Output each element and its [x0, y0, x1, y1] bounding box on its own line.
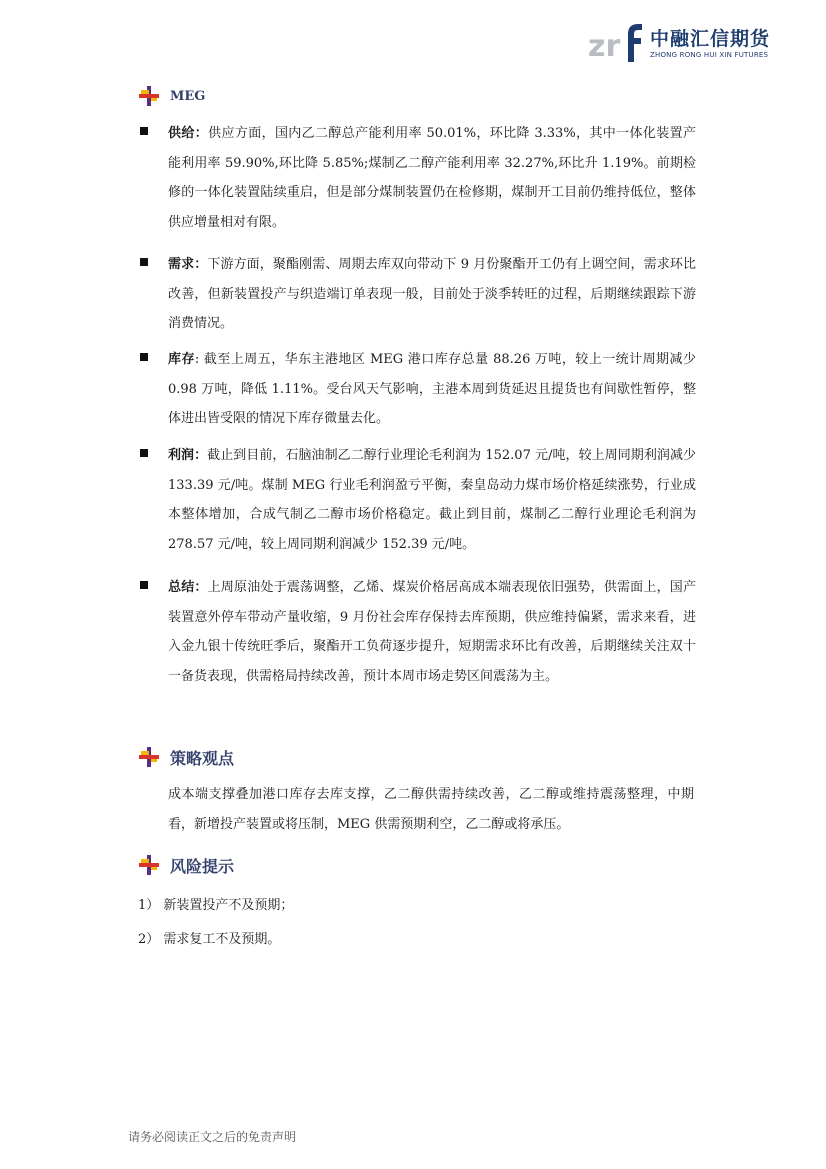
section-title: 风险提示	[170, 856, 235, 876]
risk-item: 2） 需求复工不及预期。	[138, 932, 281, 947]
section-title: MEG	[170, 88, 206, 104]
bullet-label: 需求：	[168, 257, 208, 272]
bullet-body: : 截至上周五，华东主港地区 MEG 港口库存总量 88.26 万吨，较上一统计周期减少 0.98 万吨，降低 1.11%。受台风天气影响，主港本周到货延迟且提货也有间歇性暂停，整体进出皆受限的情况下库存微量去化。	[168, 352, 696, 426]
bullet-demand	[140, 250, 696, 339]
section-heading-strategy	[138, 744, 234, 770]
company-logo	[588, 20, 788, 64]
risk-item: 1） 新装置投产不及预期；	[138, 898, 294, 913]
square-bullet-icon	[140, 353, 148, 361]
logo-chinese-name: 中融汇信期货	[650, 28, 771, 50]
svg-text:zr: zr	[588, 29, 621, 64]
bullet-supply	[140, 119, 696, 237]
section-cross-icon	[138, 854, 160, 876]
square-bullet-icon	[140, 581, 148, 589]
bullet-profit	[140, 441, 696, 559]
bullet-body: 上周原油处于震荡调整，乙烯、煤炭价格居高成本端表现依旧强势，供需面上，国产装置意外停车带动产量收缩，9 月份社会库存保持去库预期，供应维持偏紧，需求来看，进入金九银十传统旺季后，聚酯开工负荷逐步提升，短期需求环比有改善，后期继续关注双十一备货表现，供需格局持续改善，预计本周市场走势区间震荡为主。	[168, 580, 696, 684]
square-bullet-icon	[140, 127, 148, 135]
bullet-label: 总结：	[168, 580, 208, 595]
bullet-label: 供给：	[168, 126, 209, 141]
disclaimer-footer: 请务必阅读正文之后的免责声明	[128, 1130, 297, 1144]
square-bullet-icon	[140, 449, 148, 457]
section-heading-risk	[138, 852, 234, 878]
strategy-paragraph: 成本端支撑叠加港口库存去库支撑，乙二醇供需持续改善，乙二醇或维持震荡整理，中期看，新增投产装置或将压制，MEG 供需预期利空，乙二醇或将承压。	[168, 787, 694, 832]
logo-english-name: ZHONG RONG HUI XIN FUTURES	[650, 51, 769, 59]
bullet-body: 截止到目前，石脑油制乙二醇行业理论毛利润为 152.07 元/吨，较上周同期利润减少 133.39 元/吨。煤制 MEG 行业毛利润盈亏平衡，秦皇岛动力煤市场价格延续涨势，行业成本整体增加，合成气制乙二醇市场价格稳定。截止到目前，煤制乙二醇行业理论毛利润为 278.57 元/吨，较上周同期利润减少 152.39 元/吨。	[168, 448, 696, 552]
bullet-body: 供应方面，国内乙二醇总产能利用率 50.01%，环比降 3.33%，其中一体化装置产能利用率 59.90%,环比降 5.85%;煤制乙二醇产能利用率 32.27%,环比升 1.19%。前期检修的一体化装置陆续重启，但是部分煤制装置仍在检修期，煤制开工目前仍维持低位，整体供应增量相对有限。	[168, 126, 696, 230]
section-heading-meg	[138, 83, 205, 109]
section-title: 策略观点	[170, 748, 235, 768]
zrf-logo-icon	[588, 20, 644, 64]
square-bullet-icon	[140, 258, 148, 266]
bullet-label: 库存	[168, 352, 195, 367]
bullet-label: 利润：	[168, 448, 208, 463]
bullet-body: 下游方面，聚酯刚需、周期去库双向带动下 9 月份聚酯开工仍有上调空间，需求环比改善，但新装置投产与织造端订单表现一般，目前处于淡季转旺的过程，后期继续跟踪下游消费情况。	[168, 257, 696, 331]
bullet-inventory	[140, 345, 696, 434]
bullet-summary	[140, 573, 696, 691]
section-cross-icon	[138, 746, 160, 768]
section-cross-icon	[138, 85, 160, 107]
